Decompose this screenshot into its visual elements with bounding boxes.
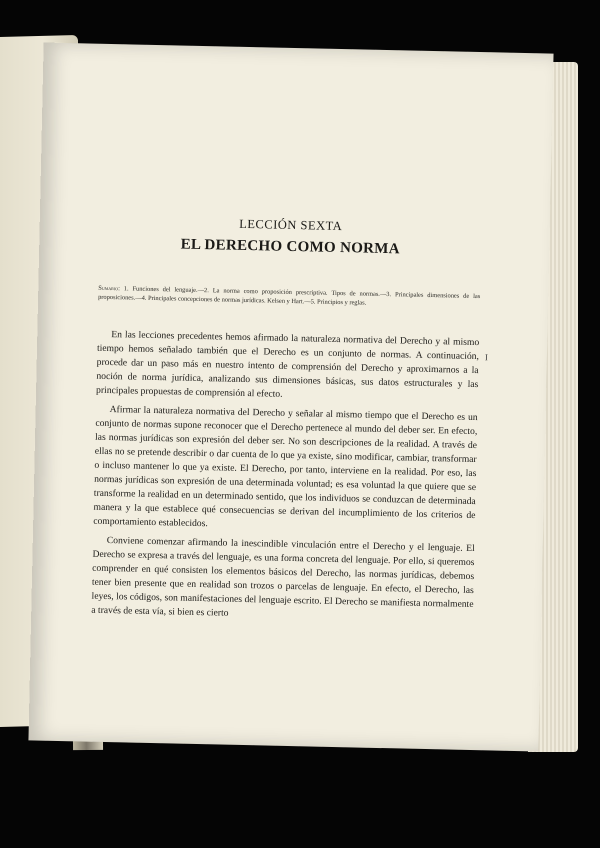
paragraph: Conviene comenzar afirmando la inescindible vinculación entre el Derecho y el lenguaje. El Derecho se expresa a través del lenguaje, es una forma concreta del lenguaje. Por ello, si queremos comprender en qué consisten los elementos básicos del Derecho, las normas jurídicas, debemos tener bien presente que en realidad son trozos o parcelas de lenguaje. En efecto, el Derecho, las leyes, los códigos, son manifestaciones del lenguaje escrito. El Derecho se manifiesta normalmente a través de esta vía, si bien es cierto [91, 535, 475, 619]
chapter-summary [98, 284, 480, 310]
page-content [91, 214, 482, 631]
summary-label: Sumario: [98, 284, 120, 293]
book-page [28, 43, 553, 752]
margin-mark: I [484, 352, 489, 363]
paragraph: En las lecciones precedentes hemos afirmado la naturaleza normativa del Derecho y al mismo tiempo hemos señalado también que el Derecho es un conjunto de normas. A continuación, procede dar un paso más en nuestro intento de comprensión del Derecho y aproximarnos a la noción de norma jurídica, analizando sus dimensiones básicas, sus datos estructurales y las principales propuestas de comprensión al efecto. [95, 329, 480, 400]
lesson-label: LECCIÓN SEXTA [239, 216, 343, 234]
summary-text: 1. Funciones del lenguaje.—2. La norma como proposición prescriptiva. Tipos de normas.—3. Principales dimensiones de las proposiciones.—4. Principales concepciones de normas jurídicas. Kelsen y Hart.—5. Principios y reglas. [98, 285, 481, 307]
chapter-title: EL DERECHO COMO NORMA [180, 236, 401, 258]
paragraph: Afirmar la naturaleza normativa del Derecho y señalar al mismo tiempo que el Derecho es un conjunto de normas supone reconocer que el Derecho pertenece al mundo del deber ser. En efecto, las normas jurídicas son expresión del deber ser. No son descripciones de la realidad. A través de ellas no se pretende describir o dar cuenta de lo que ya existe, sino modificar, cambiar, transformar o incluso mantener lo que ya existe. El Derecho, por tanto, interviene en la realidad. Por eso, las normas jurídicas son expresión de una determinada voluntad; es esa voluntad la que quiere que se transforme la realidad en un determinado sentido, que los individuos se conduzcan de determinada manera y la que establece qué consecuencias se derivan del incumplimiento de los criterios de comportamiento establecidos. [93, 404, 478, 530]
body-text [91, 328, 479, 626]
